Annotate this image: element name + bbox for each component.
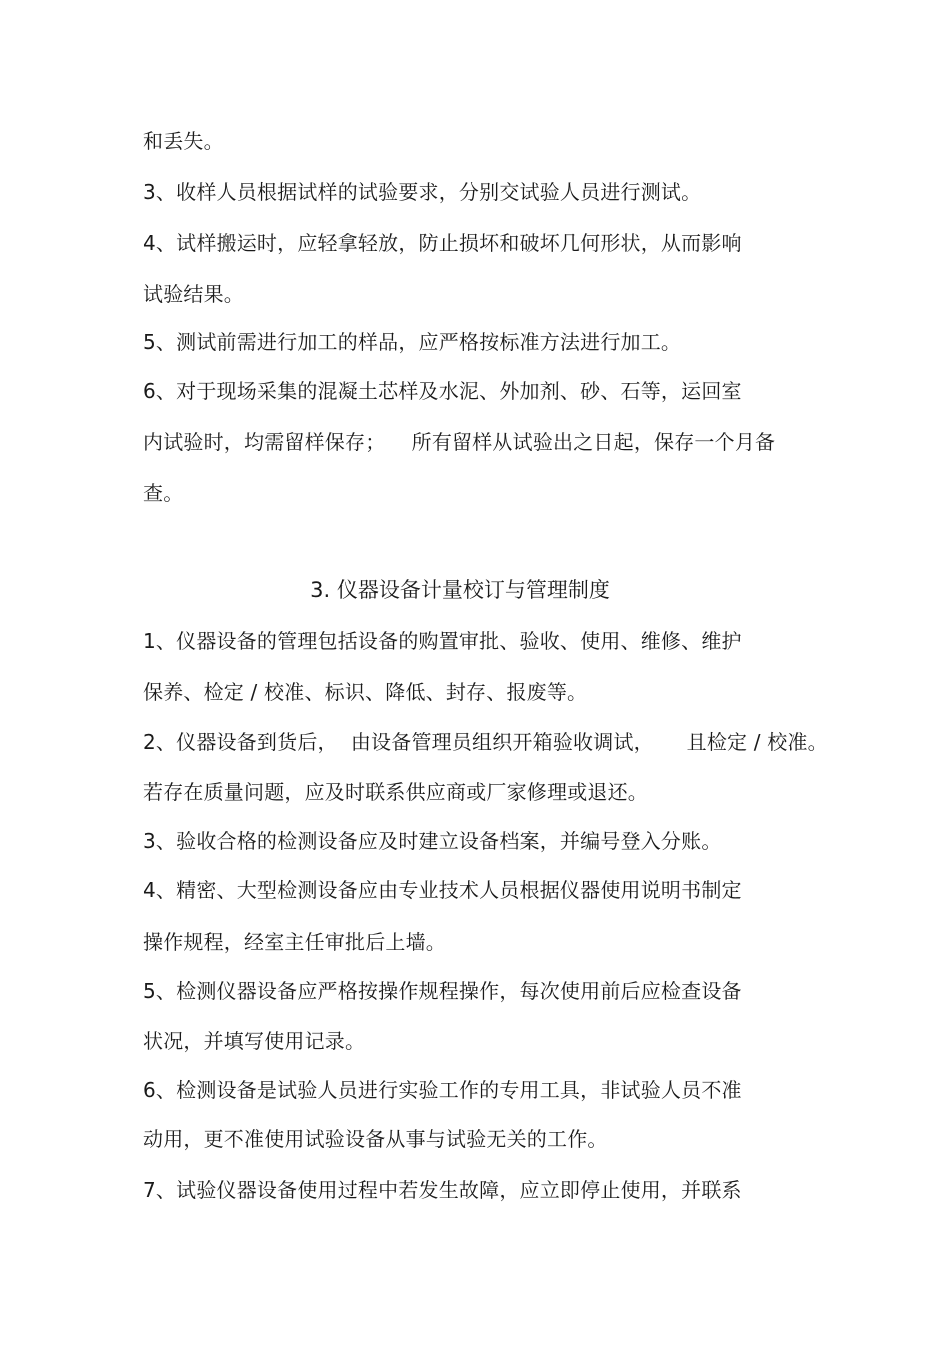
paragraph-line: 和丢失。 bbox=[143, 129, 224, 153]
paragraph-line: 5、测试前需进行加工的样品，应严格按标准方法进行加工。 bbox=[143, 330, 682, 354]
paragraph-line: 试验结果。 bbox=[143, 282, 244, 306]
paragraph-line: 若存在质量问题，应及时联系供应商或厂家修理或退还。 bbox=[143, 780, 648, 804]
paragraph-line: 4、精密、大型检测设备应由专业技术人员根据仪器使用说明书制定 bbox=[143, 878, 742, 902]
paragraph-line: 保养、检定 / 校准、标识、降低、封存、报废等。 bbox=[143, 680, 588, 704]
paragraph-line: 6、对于现场采集的混凝土芯样及水泥、外加剂、砂、石等，运回室 bbox=[143, 379, 742, 403]
paragraph-line: 操作规程，经室主任审批后上墙。 bbox=[143, 930, 446, 954]
paragraph-line: 5、检测仪器设备应严格按操作规程操作，每次使用前后应检查设备 bbox=[143, 979, 742, 1003]
paragraph-line: 2、仪器设备到货后， 由设备管理员组织开箱验收调试， 且检定 / 校准。 bbox=[143, 730, 828, 754]
paragraph-line: 7、试验仪器设备使用过程中若发生故障，应立即停止使用，并联系 bbox=[143, 1178, 742, 1202]
paragraph-line: 6、检测设备是试验人员进行实验工作的专用工具，非试验人员不准 bbox=[143, 1078, 742, 1102]
section-heading: 3. 仪器设备计量校订与管理制度 bbox=[310, 578, 610, 602]
paragraph-line: 动用，更不准使用试验设备从事与试验无关的工作。 bbox=[143, 1127, 608, 1151]
paragraph-line: 状况，并填写使用记录。 bbox=[143, 1029, 366, 1053]
paragraph-line: 4、试样搬运时，应轻拿轻放，防止损坏和破坏几何形状，从而影响 bbox=[143, 231, 742, 255]
paragraph-line: 1、仪器设备的管理包括设备的购置审批、验收、使用、维修、维护 bbox=[143, 629, 742, 653]
paragraph-line: 3、收样人员根据试样的试验要求，分别交试验人员进行测试。 bbox=[143, 180, 702, 204]
paragraph-line: 查。 bbox=[143, 481, 184, 505]
paragraph-line: 内试验时，均需留样保存； 所有留样从试验出之日起，保存一个月备 bbox=[143, 430, 776, 454]
paragraph-line: 3、验收合格的检测设备应及时建立设备档案，并编号登入分账。 bbox=[143, 829, 722, 853]
